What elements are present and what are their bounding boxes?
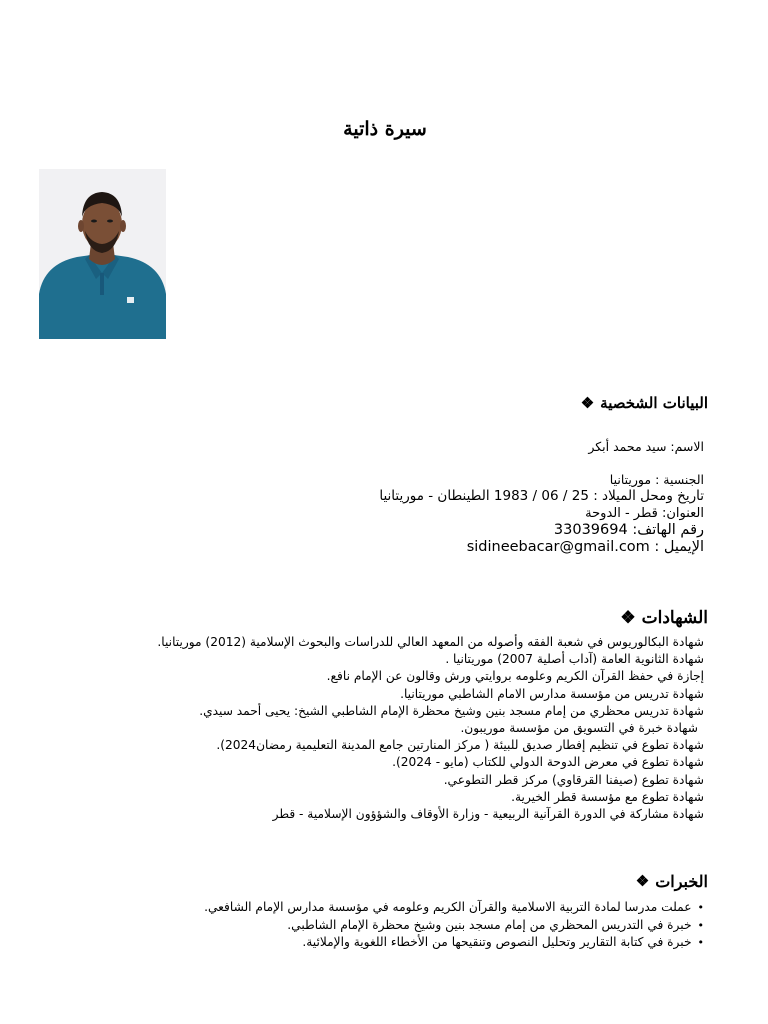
birth-line: تاريخ ومحل الميلاد : 25 / 06 / 1983 الطينطان - موريتانيا	[379, 488, 704, 504]
email-line[interactable]: الإيميل : sidineebacar@gmail.com	[466, 539, 704, 555]
experience-item-text: خبرة في التدريس المحظري من إمام مسجد بنين وشيخ محظرة الإمام الشاطبي.	[287, 917, 692, 932]
bullet-icon: •	[697, 901, 704, 914]
diamond-bullet-icon: ❖	[580, 393, 595, 412]
personal-data-block	[588, 438, 704, 455]
personal-details-block	[379, 471, 704, 556]
experience-item	[204, 899, 704, 917]
diamond-bullet-icon: ❖	[620, 607, 636, 628]
experience-heading-text: الخبرات	[655, 872, 708, 891]
diamond-bullet-icon: ❖	[635, 872, 650, 890]
certificate-item: إجازة في حفظ القرآن الكريم وعلومه بروايتي ورش وقالون عن الإمام نافع.	[326, 669, 704, 684]
experience-item-text: خبرة في كتابة التقارير وتحليل النصوص وتنقيحها من الأخطاء اللغوية والإملائية.	[302, 935, 692, 949]
name-line: الاسم: سيد محمد أبكر	[588, 439, 704, 454]
certificate-item: شهادة تطوع مع مؤسسة قطر الخيرية.	[511, 789, 704, 804]
certificate-item: شهادة تطوع في تنظيم إفطار صديق للبيئة ( مركز المنارتين جامع المدينة التعليمية رمضان2024).	[216, 738, 704, 753]
phone-line: رقم الهاتف: 33039694	[553, 522, 704, 538]
experience-item	[204, 934, 704, 952]
experience-item-text: عملت مدرسا لمادة التربية الاسلامية والقرآن الكريم وعلومه في مؤسسة مدارس الإمام الشافعي.	[204, 900, 692, 914]
profile-photo	[39, 169, 166, 339]
personal-heading-text: البيانات الشخصية	[600, 394, 708, 412]
certificates-list	[157, 634, 704, 823]
nationality-line: الجنسية : موريتانيا	[609, 472, 704, 487]
certificates-heading-text: الشهادات	[641, 608, 708, 628]
personal-data-heading	[581, 394, 708, 412]
experience-item	[204, 917, 704, 935]
certificate-item: شهادة تطوع في معرض الدوحة الدولي للكتاب (مايو - 2024).	[392, 755, 704, 770]
certificates-heading	[620, 608, 708, 628]
certificate-item: شهادة تدريس محظري من إمام مسجد بنين وشيخ محظرة الإمام الشاطبي الشيخ: يحيى أحمد سيدي.	[199, 703, 704, 718]
certificate-item: شهادة خبرة في التسويق من مؤسسة موريبون.	[460, 720, 698, 735]
certificate-item: شهادة مشاركة في الدورة القرآنية الربيعية - وزارة الأوقاف والشؤؤون الإسلامية - قطر	[272, 806, 704, 821]
address-line: العنوان: قطر - الدوحة	[585, 506, 704, 521]
certificate-item: شهادة تطوع (صيفنا القرقاوي) مركز قطر التطوعي.	[443, 772, 704, 787]
certificate-item: شهادة البكالوريوس في شعبة الفقه وأصوله من المعهد العالي للدراسات والبحوث الإسلامية (2012) موريتانيا.	[157, 635, 704, 649]
person-photo-illustration	[39, 169, 166, 339]
bullet-icon: •	[697, 918, 704, 932]
certificate-item: شهادة الثانوية العامة (آداب أصلية 2007) موريتانيا .	[445, 652, 704, 667]
experience-list	[204, 899, 704, 952]
bullet-icon: •	[697, 936, 704, 949]
certificate-item: شهادة تدريس من مؤسسة مدارس الامام الشاطبي موريتانيا.	[400, 686, 704, 701]
experience-heading	[636, 872, 708, 891]
document-title: سيرة ذاتية	[343, 118, 427, 140]
